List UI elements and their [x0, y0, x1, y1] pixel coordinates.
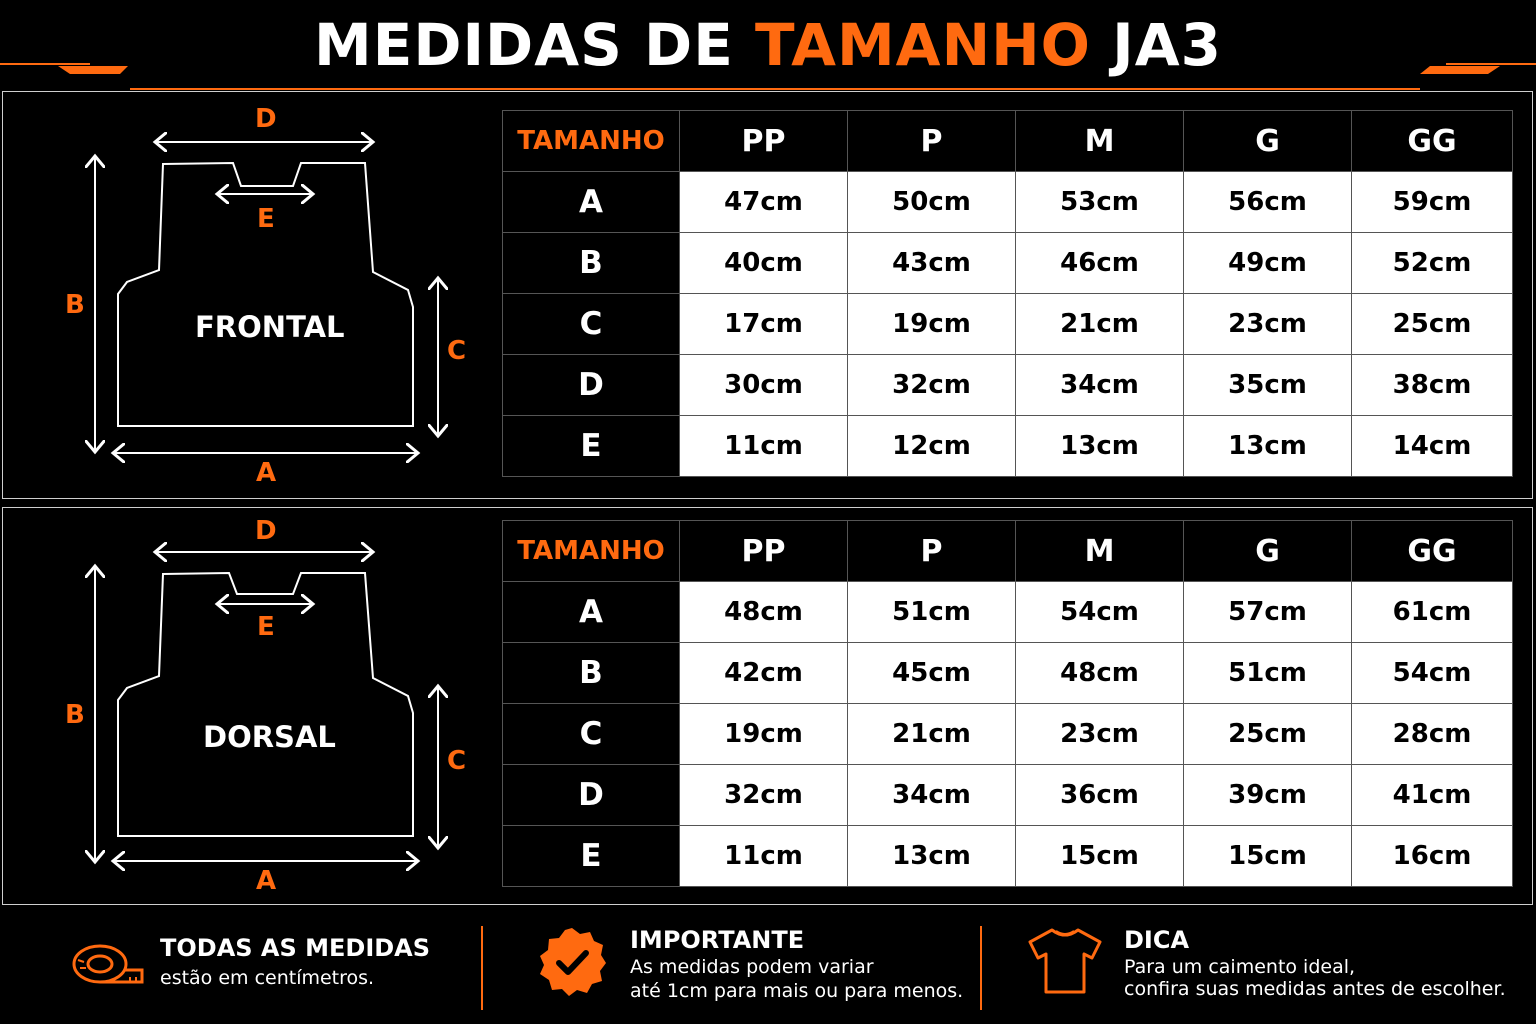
table-cell: 23cm	[1016, 704, 1184, 765]
dorsal-size-table	[502, 520, 1513, 887]
footer-tip-heading: DICA	[1124, 926, 1190, 954]
table-row	[503, 294, 1513, 355]
table-cell: 23cm	[1184, 294, 1352, 355]
header-tamanho: TAMANHO	[503, 521, 680, 582]
row-key: A	[503, 172, 680, 233]
footer-divider	[481, 926, 483, 1010]
footer-tip	[984, 912, 1536, 1024]
table-row	[503, 233, 1513, 294]
header-size: M	[1016, 521, 1184, 582]
table-cell: 56cm	[1184, 172, 1352, 233]
header-size: GG	[1352, 111, 1513, 172]
table-row	[503, 416, 1513, 477]
table-cell: 49cm	[1184, 233, 1352, 294]
table-row	[503, 355, 1513, 416]
dorsal-label: DORSAL	[203, 720, 336, 754]
footer-measures-heading: TODAS AS MEDIDAS	[160, 934, 431, 962]
dimension-c-label: C	[447, 746, 467, 776]
table-cell: 34cm	[848, 765, 1016, 826]
row-key: E	[503, 826, 680, 887]
table-cell: 14cm	[1352, 416, 1513, 477]
frontal-label: FRONTAL	[195, 310, 345, 344]
table-cell: 39cm	[1184, 765, 1352, 826]
title-accent: TAMANHO	[755, 11, 1091, 79]
table-cell: 30cm	[680, 355, 848, 416]
table-cell: 54cm	[1016, 582, 1184, 643]
table-cell: 54cm	[1352, 643, 1513, 704]
tape-measure-icon	[70, 940, 146, 992]
dimension-c-label: C	[447, 336, 467, 366]
dorsal-garment-diagram	[3, 508, 493, 904]
table-row	[503, 704, 1513, 765]
table-cell: 41cm	[1352, 765, 1513, 826]
table-cell: 25cm	[1184, 704, 1352, 765]
dimension-a-label: A	[256, 866, 277, 896]
table-cell: 48cm	[1016, 643, 1184, 704]
frontal-size-table	[502, 110, 1513, 477]
table-cell: 51cm	[1184, 643, 1352, 704]
header-tamanho: TAMANHO	[503, 111, 680, 172]
table-cell: 43cm	[848, 233, 1016, 294]
table-header-row	[503, 111, 1513, 172]
footer-tip-line1: Para um caimento ideal,	[1124, 956, 1356, 978]
frontal-garment-diagram	[3, 92, 493, 498]
title-part-2: JA3	[1090, 11, 1222, 79]
table-cell: 16cm	[1352, 826, 1513, 887]
title-part-1: MEDIDAS DE	[314, 11, 756, 79]
header-size: PP	[680, 521, 848, 582]
table-cell: 59cm	[1352, 172, 1513, 233]
row-key: C	[503, 294, 680, 355]
table-cell: 32cm	[680, 765, 848, 826]
table-row	[503, 826, 1513, 887]
table-cell: 11cm	[680, 826, 848, 887]
row-key: E	[503, 416, 680, 477]
table-row	[503, 582, 1513, 643]
tshirt-icon	[1026, 926, 1104, 996]
dorsal-panel	[2, 507, 1533, 905]
footer	[0, 912, 1536, 1024]
table-cell: 40cm	[680, 233, 848, 294]
footer-important-line1: As medidas podem variar	[630, 956, 874, 978]
table-cell: 13cm	[1184, 416, 1352, 477]
table-cell: 15cm	[1184, 826, 1352, 887]
row-key: A	[503, 582, 680, 643]
table-row	[503, 643, 1513, 704]
dimension-a-label: A	[256, 458, 277, 488]
footer-divider	[980, 926, 982, 1010]
footer-measures-text: estão em centímetros.	[160, 967, 375, 989]
table-cell: 47cm	[680, 172, 848, 233]
table-cell: 48cm	[680, 582, 848, 643]
table-row	[503, 172, 1513, 233]
header-divider	[0, 60, 1536, 90]
table-cell: 21cm	[1016, 294, 1184, 355]
table-cell: 53cm	[1016, 172, 1184, 233]
table-cell: 19cm	[848, 294, 1016, 355]
header-size: G	[1184, 111, 1352, 172]
row-key: C	[503, 704, 680, 765]
table-cell: 11cm	[680, 416, 848, 477]
dimension-d-label: D	[255, 516, 277, 546]
table-cell: 17cm	[680, 294, 848, 355]
table-cell: 28cm	[1352, 704, 1513, 765]
footer-important-heading: IMPORTANTE	[630, 926, 805, 954]
table-row	[503, 765, 1513, 826]
dimension-b-label: B	[65, 700, 85, 730]
table-cell: 13cm	[848, 826, 1016, 887]
header-size: P	[848, 111, 1016, 172]
footer-tip-line2: confira suas medidas antes de escolher.	[1124, 978, 1506, 1000]
table-cell: 13cm	[1016, 416, 1184, 477]
table-cell: 50cm	[848, 172, 1016, 233]
row-key: D	[503, 765, 680, 826]
table-cell: 46cm	[1016, 233, 1184, 294]
dimension-e-label: E	[257, 612, 275, 642]
footer-important-line2: até 1cm para mais ou para menos.	[630, 980, 964, 1002]
table-cell: 15cm	[1016, 826, 1184, 887]
table-header-row	[503, 521, 1513, 582]
dimension-d-label: D	[255, 104, 277, 134]
footer-important	[484, 912, 980, 1024]
table-cell: 12cm	[848, 416, 1016, 477]
row-key: D	[503, 355, 680, 416]
table-cell: 35cm	[1184, 355, 1352, 416]
table-cell: 34cm	[1016, 355, 1184, 416]
table-cell: 42cm	[680, 643, 848, 704]
table-cell: 32cm	[848, 355, 1016, 416]
table-cell: 51cm	[848, 582, 1016, 643]
header-size: PP	[680, 111, 848, 172]
header-size: M	[1016, 111, 1184, 172]
table-cell: 21cm	[848, 704, 1016, 765]
footer-measures	[0, 912, 480, 1024]
header-size: G	[1184, 521, 1352, 582]
table-cell: 57cm	[1184, 582, 1352, 643]
row-key: B	[503, 233, 680, 294]
table-cell: 19cm	[680, 704, 848, 765]
header-size: GG	[1352, 521, 1513, 582]
table-cell: 38cm	[1352, 355, 1513, 416]
header-size: P	[848, 521, 1016, 582]
frontal-panel	[2, 91, 1533, 499]
table-cell: 36cm	[1016, 765, 1184, 826]
table-cell: 52cm	[1352, 233, 1513, 294]
dimension-b-label: B	[65, 290, 85, 320]
table-cell: 25cm	[1352, 294, 1513, 355]
table-cell: 45cm	[848, 643, 1016, 704]
table-cell: 61cm	[1352, 582, 1513, 643]
dimension-e-label: E	[257, 204, 275, 234]
row-key: B	[503, 643, 680, 704]
check-badge-icon	[536, 926, 608, 998]
